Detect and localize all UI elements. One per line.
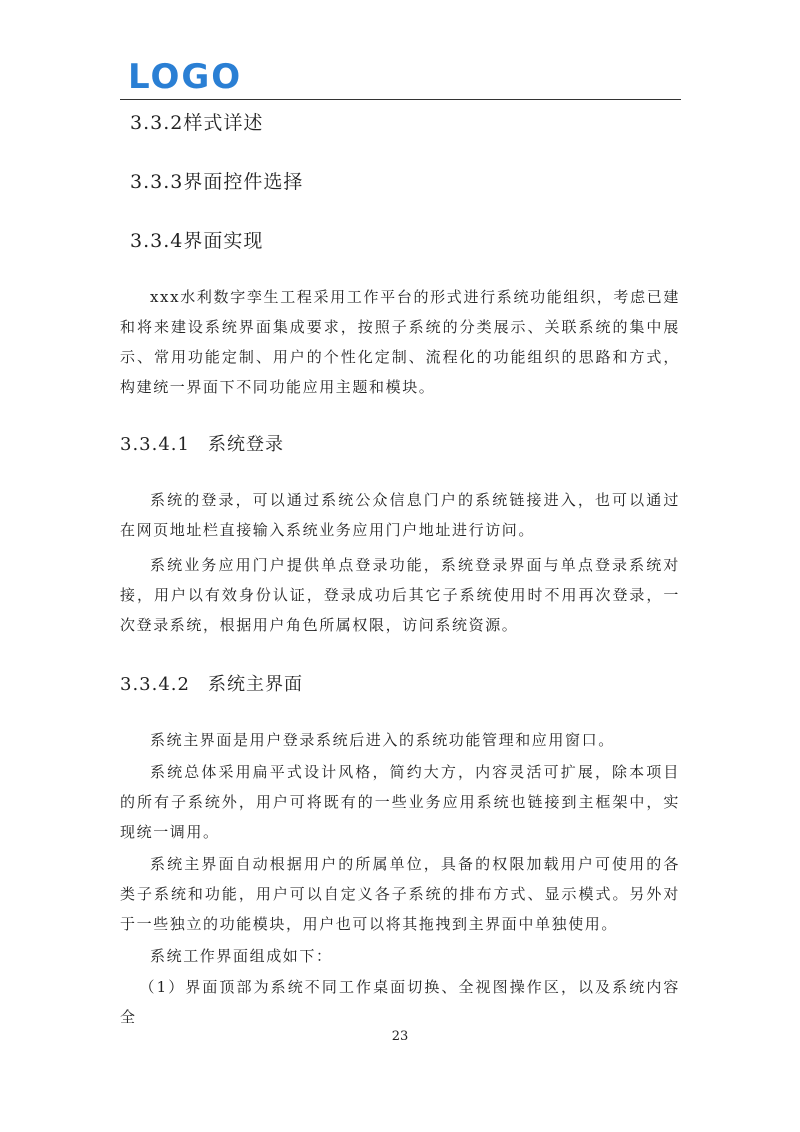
header-divider: [120, 99, 681, 100]
paragraph-main-3: 系统主界面自动根据用户的所属单位，具备的权限加载用户可使用的各类子系统和功能，用户可以自定义各子系统的排布方式、显示模式。另外对于一些独立的功能模块，用户也可以将其拖拽到主界面中单独使用。: [120, 855, 680, 933]
section-number: 3.3.4.1: [120, 434, 190, 455]
paragraph-main-4: 系统工作界面组成如下：: [150, 947, 333, 965]
heading-3-3-4-2: [120, 676, 303, 694]
heading-3-3-3: 3.3.3界面控件选择: [130, 171, 304, 193]
paragraph-intro: xxx水利数字孪生工程采用工作平台的形式进行系统功能组织，考虑已建和将来建设系统界面集成要求，按照子系统的分类展示、关联系统的集中展示、常用功能定制、用户的个性化定制、流程化的功能组织的思路和方式，构建统一界面下不同功能应用主题和模块。: [120, 288, 680, 396]
paragraph-login-1: 系统的登录，可以通过系统公众信息门户的系统链接进入，也可以通过在网页地址栏直接输入系统业务应用门户地址进行访问。: [120, 491, 680, 539]
logo: LOGO: [128, 57, 243, 97]
section-title: 系统登录: [208, 434, 284, 455]
heading-3-3-4: 3.3.4界面实现: [130, 230, 264, 252]
paragraph-main-1: 系统主界面是用户登录系统后进入的系统功能管理和应用窗口。: [150, 731, 615, 749]
heading-3-3-2: 3.3.2样式详述: [130, 112, 264, 134]
section-title: 系统主界面: [208, 674, 303, 695]
paragraph-login-2: 系统业务应用门户提供单点登录功能，系统登录界面与单点登录系统对接，用户以有效身份认证，登录成功后其它子系统使用时不用再次登录，一次登录系统，根据用户角色所属权限，访问系统资源。: [120, 556, 680, 634]
paragraph-main-5: （1）界面顶部为系统不同工作桌面切换、全视图操作区，以及系统内容全: [120, 978, 680, 1026]
section-number: 3.3.4.2: [120, 674, 190, 695]
heading-3-3-4-1: [120, 436, 284, 454]
paragraph-main-2: 系统总体采用扁平式设计风格，简约大方，内容灵活可扩展，除本项目的所有子系统外，用户可将既有的一些业务应用系统也链接到主框架中，实现统一调用。: [120, 763, 680, 841]
page-number: 23: [391, 1029, 409, 1044]
